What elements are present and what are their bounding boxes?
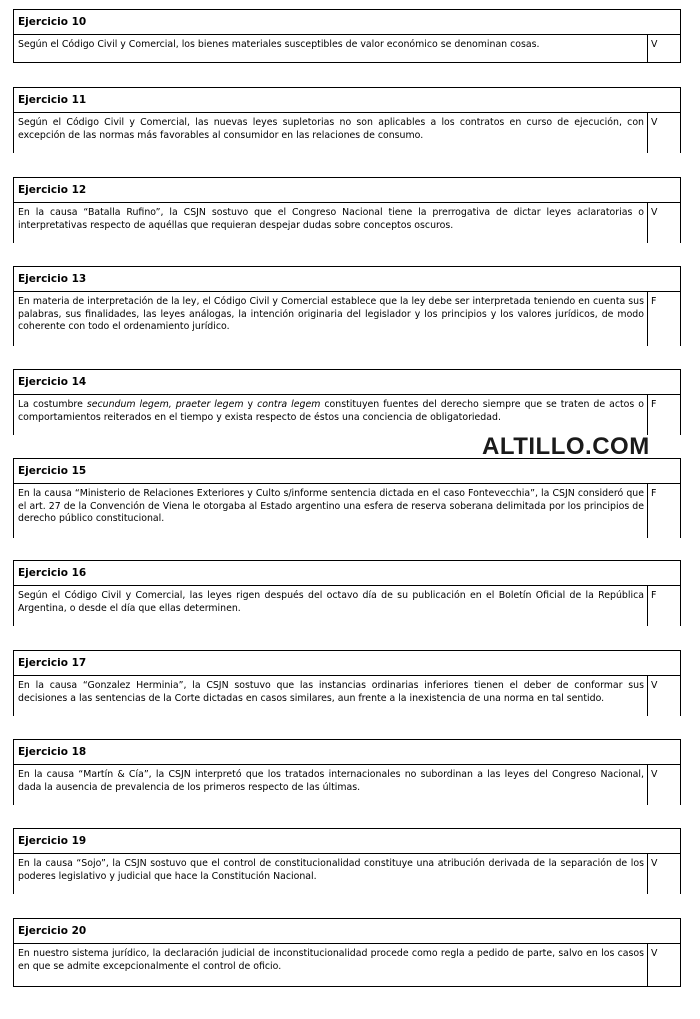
exercise-answer: V [651, 769, 658, 780]
exercise-statement: En la causa “Gonzalez Herminia”, la CSJN sostuvo que las instancias ordinarias inferiores tienen el deber de conformar sus decisiones a las sentencias de la Corte dictadas en casos similares, aun frente a la inexistencia de una norma en tal sentido. [14, 676, 648, 716]
exercise-20 [13, 918, 681, 987]
exercise-title: Ejercicio 15 [14, 459, 680, 484]
exercise-answer: V [651, 207, 658, 218]
exercise-statement: En la causa “Ministerio de Relaciones Exteriores y Culto s/informe sentencia dictada en el caso Fontevecchia”, la CSJN consideró que el art. 27 de la Convención de Viena le otorgaba al Estado argentino una esfera de reserva soberana delimitada por los principios de derecho público constitucional. [14, 484, 648, 538]
statement-italic: secundum legem, praeter legem [86, 399, 244, 410]
exercise-title: Ejercicio 11 [14, 88, 680, 113]
exercise-11 [13, 87, 681, 153]
exercise-title: Ejercicio 14 [14, 370, 680, 395]
exercise-title: Ejercicio 17 [14, 651, 680, 676]
exercise-statement: Según el Código Civil y Comercial, los bienes materiales susceptibles de valor económico se denominan cosas. [14, 35, 648, 62]
exercise-17 [13, 650, 681, 716]
exercise-14 [13, 369, 681, 435]
exercise-title: Ejercicio 20 [14, 919, 680, 944]
statement-part: constituyen fuentes del derecho siempre que se traten de actos o comportamientos reiterados en el tiempo y exista respecto de éstos una conciencia de obligatoriedad. [18, 399, 644, 423]
exercise-15 [13, 458, 681, 538]
exercise-title: Ejercicio 19 [14, 829, 680, 854]
exercise-title: Ejercicio 16 [14, 561, 680, 586]
exercise-answer: F [651, 399, 657, 410]
exercise-statement: Según el Código Civil y Comercial, las leyes rigen después del octavo día de su publicación en el Boletín Oficial de la República Argentina, o desde el día que ellas determinen. [14, 586, 648, 626]
exercise-answer: V [651, 680, 658, 691]
exercise-statement: Según el Código Civil y Comercial, las nuevas leyes supletorias no son aplicables a los contratos en curso de ejecución, con excepción de las normas más favorables al consumidor en las relaciones de consumo. [14, 113, 648, 153]
exercise-title: Ejercicio 18 [14, 740, 680, 765]
exercise-answer: V [651, 117, 658, 128]
exercise-10 [13, 9, 681, 63]
exercise-answer: V [651, 948, 658, 959]
exercise-title: Ejercicio 10 [14, 10, 680, 35]
exercise-statement: En materia de interpretación de la ley, el Código Civil y Comercial establece que la ley debe ser interpretada teniendo en cuenta sus palabras, sus finalidades, las leyes análogas, la intención originaria del legislador y los principios y los valores jurídicos, de modo coherente con todo el ordenamiento jurídico. [14, 292, 648, 346]
exercise-statement: En la causa “Sojo”, la CSJN sostuvo que el control de constitucionalidad constituye una atribución derivada de la separación de los poderes legislativo y judicial que hace la Constitución Nacional. [14, 854, 648, 894]
exercise-statement [14, 395, 648, 435]
exercise-16 [13, 560, 681, 626]
exercise-answer: F [651, 488, 657, 499]
exercise-18 [13, 739, 681, 805]
statement-part: y [243, 399, 258, 410]
exercise-answer: F [651, 296, 657, 307]
exercise-title: Ejercicio 12 [14, 178, 680, 203]
exercise-answer: F [651, 590, 657, 601]
exercise-title: Ejercicio 13 [14, 267, 680, 292]
exercise-statement: En la causa “Martín & Cía”, la CSJN interpretó que los tratados internacionales no subordinan a las leyes del Congreso Nacional, dada la ausencia de prevalencia de los primeros respecto de las últimas. [14, 765, 648, 805]
statement-part: La costumbre [18, 399, 87, 410]
statement-italic: contra legem [257, 399, 321, 410]
exercise-answer: V [651, 39, 658, 50]
exercise-13 [13, 266, 681, 346]
exercise-statement: En nuestro sistema jurídico, la declaración judicial de inconstitucionalidad procede como regla a pedido de parte, salvo en los casos en que se admite excepcionalmente el control de oficio. [14, 944, 648, 986]
exercise-19 [13, 828, 681, 894]
watermark-text: ALTILLO.COM [482, 433, 650, 460]
exercise-12 [13, 177, 681, 243]
exercise-answer: V [651, 858, 658, 869]
exercise-statement: En la causa “Batalla Rufino”, la CSJN sostuvo que el Congreso Nacional tiene la prerrogativa de dictar leyes aclaratorias o interpretativas respecto de aquéllas que requieran despejar dudas sobre conceptos oscuros. [14, 203, 648, 243]
